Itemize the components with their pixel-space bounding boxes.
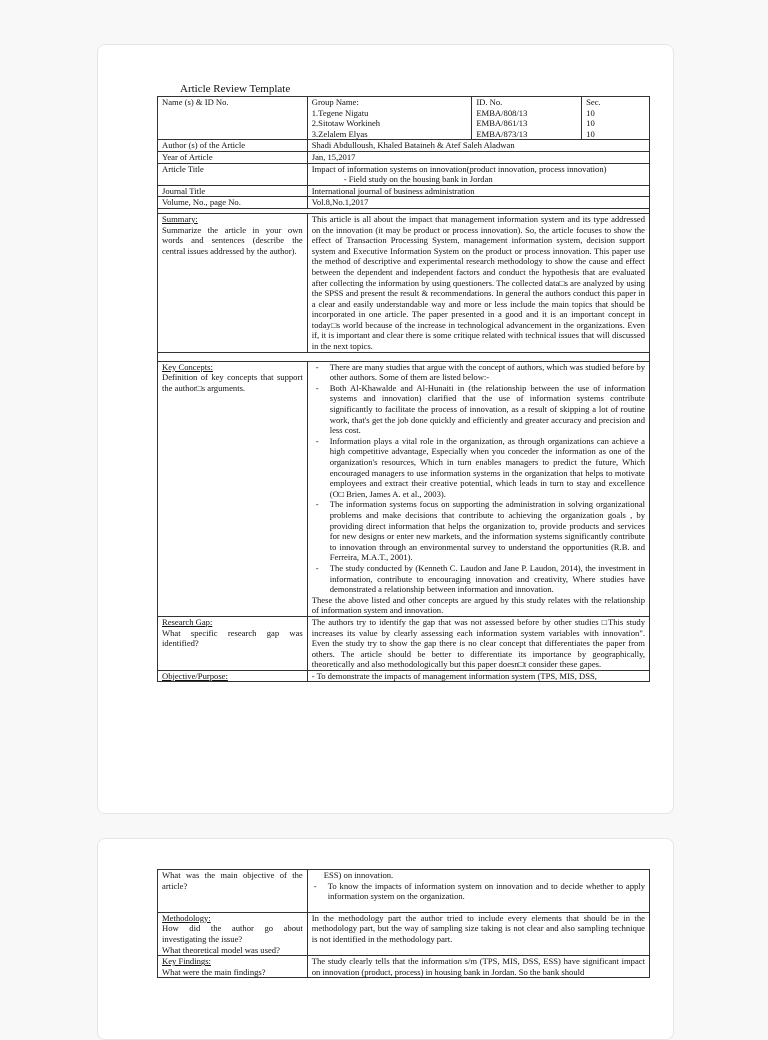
methodology-row	[158, 912, 650, 955]
author-label: Author (s) of the Article	[158, 140, 308, 152]
objective-row	[158, 670, 650, 682]
list-item: - There are many studies that argue with the concept of authors, which was studied before by other authors. Some of them are listed below:-	[330, 362, 645, 383]
research-gap-description: What specific research gap was identified?	[162, 627, 303, 649]
objective-continued-text: ESS) on innovation.	[323, 870, 394, 880]
member-id: EMBA/873/13	[476, 128, 528, 139]
review-table-continued	[157, 869, 650, 978]
list-item: - The study conducted by (Kenneth C. Laudon and Jane P. Laudon, 2014), the investment in information, contribute to encouraging innovation and creativity, Where studies have demonstrated a relationship between information and innovation.	[330, 563, 645, 595]
summary-text: This article is all about the impact that management information system and its type addressed on the innovation (it may be product or process innovation). So, the article focuses to show the effect of Transaction Processing System, management information system, decision support system and Executive Information System on the product or process innovation. This paper use the method of descriptive and experimental research methodology to show the cause and effect between the dependent and independent factors and conduct the hypothesis that are evaluated after collecting the information by using questioners. The collected data□s are analyzed by using the SPSS and present the result & recommendations. In general the authors conduct this paper in a clear and easily understandable way and more or less include the main topics that should be incorporated in one article. The paper presented in a good and it is an important concept in today□s world because of the increase in technological advancement in the organizations. Even if, it is important and clear there is some critique related with technical issues that will discussed in the next topics.	[307, 213, 649, 352]
research-gap-text: The authors try to identify the gap that was not assessed before by other studies □This study increases its value by clearly assessing each information system variables with innovation". Even the study try to show the gap there is no clear concept that differentiates the paper from others. The article should be better to differentiate its importance by geographically, theoretically and also methodologically but this paper doesn□t consider these gapes.	[307, 616, 649, 670]
methodology-description: How did the author go about investigating the issue?	[162, 923, 303, 944]
key-concepts-closing: These the above listed and other concepts are argued by this study relates with the relationship of information system and innovation.	[311, 594, 645, 616]
list-item: - Both Al-Khawalde and Al-Hunaiti in (the relationship between the use of information systems and innovation) clarified that the use of information systems contribute significantly to facilitate the process of innovation, as a result of skipping a lot of routine work, that's get the job done quickly and efficiently and greater accuracy and precision and less cost.	[330, 383, 645, 436]
list-item: - The information systems focus on supporting the administration in solving organizational problems and make decisions that contribute to achieving the organization goals , by providing direct information that helps the organization to, provide products and services for new designs or enter new markets, and the information systems significantly contribute to innovation through an environmental survey to understand the opportunities (R.B. and Ferreira, M.A.T., 2001).	[330, 499, 645, 563]
journal-label: Journal Title	[158, 185, 308, 197]
objective-list	[312, 881, 645, 902]
document-page-1	[97, 44, 674, 814]
methodology-heading: Methodology:	[162, 912, 211, 923]
id-no-label: ID. No.	[476, 97, 503, 107]
review-table	[157, 96, 650, 682]
spacer-row	[158, 352, 650, 361]
member-id: EMBA/861/13	[476, 118, 528, 129]
objective-description: What was the main objective of the article?	[158, 870, 308, 913]
article-title-label: Article Title	[158, 163, 308, 185]
research-gap-heading: Research Gap:	[162, 616, 213, 627]
article-title-subtitle: - Field study on the housing bank in Jordan	[343, 174, 493, 185]
member-name: 1.Tegene Nigatu	[311, 107, 369, 118]
methodology-description-2: What theoretical model was used?	[162, 944, 280, 955]
member-name: 3.Zelalem Elyas	[311, 128, 368, 139]
volume-label: Volume, No., page No.	[158, 197, 308, 209]
journal-value: International journal of business administration	[307, 185, 649, 197]
author-value: Shadi Abdulloush, Khaled Bataineh & Atef Saleh Aladwan	[307, 140, 649, 152]
article-title-value: Impact of information systems on innovation(product innovation, process innovation)	[311, 163, 607, 174]
author-row	[158, 140, 650, 152]
list-item: - Information plays a vital role in the organization, as through organizations can achieve a high competitive advantage, Especially when you conceder the information as one of the organization's resources, Which in turn enables managers to predict the future, Which encouraged managers to use information systems in the organization that helps to motivate employees and extract their creative potential, which leads in turn to stay and excellence (O□ Brien, James A. et al., 2003).	[330, 436, 645, 500]
year-value: Jan, 15,2017	[307, 151, 649, 163]
findings-row	[158, 956, 650, 978]
name-id-label: Name (s) & ID No.	[158, 97, 308, 140]
member-name: 2.Sitotaw Workineh	[311, 118, 381, 129]
member-id: EMBA/808/13	[476, 107, 528, 118]
volume-row	[158, 197, 650, 209]
objective-heading: Objective/Purpose:	[162, 670, 228, 681]
sec-label: Sec.	[586, 97, 601, 107]
group-name-label: Group Name:	[311, 97, 359, 107]
name-id-row	[158, 97, 650, 140]
findings-heading: Key Findings:	[162, 956, 211, 967]
findings-description: What were the main findings?	[162, 966, 266, 977]
member-sec: 10	[586, 128, 595, 139]
research-gap-row	[158, 616, 650, 670]
summary-heading: Summary:	[162, 213, 198, 224]
document-title: Article Review Template	[180, 83, 291, 95]
summary-description: Summarize the article in your own words and sentences (describe the central issues addressed by the author).	[162, 224, 303, 256]
article-title-row	[158, 163, 650, 185]
summary-row	[158, 213, 650, 352]
key-concepts-description: Definition of key concepts that support the author□s arguments.	[162, 372, 303, 393]
year-row	[158, 151, 650, 163]
year-label: Year of Article	[158, 151, 308, 163]
member-sec: 10	[586, 118, 595, 129]
volume-value: Vol.8,No.1,2017	[307, 197, 649, 209]
list-item: - To know the impacts of information system on innovation and to decide whether to apply information system on the organization.	[328, 881, 645, 902]
key-concepts-list	[312, 362, 645, 595]
objective-row-continued	[158, 870, 650, 913]
journal-row	[158, 185, 650, 197]
key-concepts-heading: Key Concepts:	[162, 361, 213, 372]
findings-text: The study clearly tells that the information s/m (TPS, MIS, DSS, ESS) have significant impact on innovation (product, process) in housing bank in Jordan. So the bank should	[307, 956, 649, 978]
key-concepts-row	[158, 361, 650, 616]
objective-partial-text: - To demonstrate the impacts of management information system (TPS, MIS, DSS,	[307, 670, 649, 682]
member-sec: 10	[586, 107, 595, 118]
document-page-2	[97, 838, 674, 1040]
methodology-text: In the methodology part the author tried to include every elements that should be in the methodology part, but the way of sampling size taking is not clear and also sampling technique is not identified in the methodology part.	[307, 912, 649, 955]
